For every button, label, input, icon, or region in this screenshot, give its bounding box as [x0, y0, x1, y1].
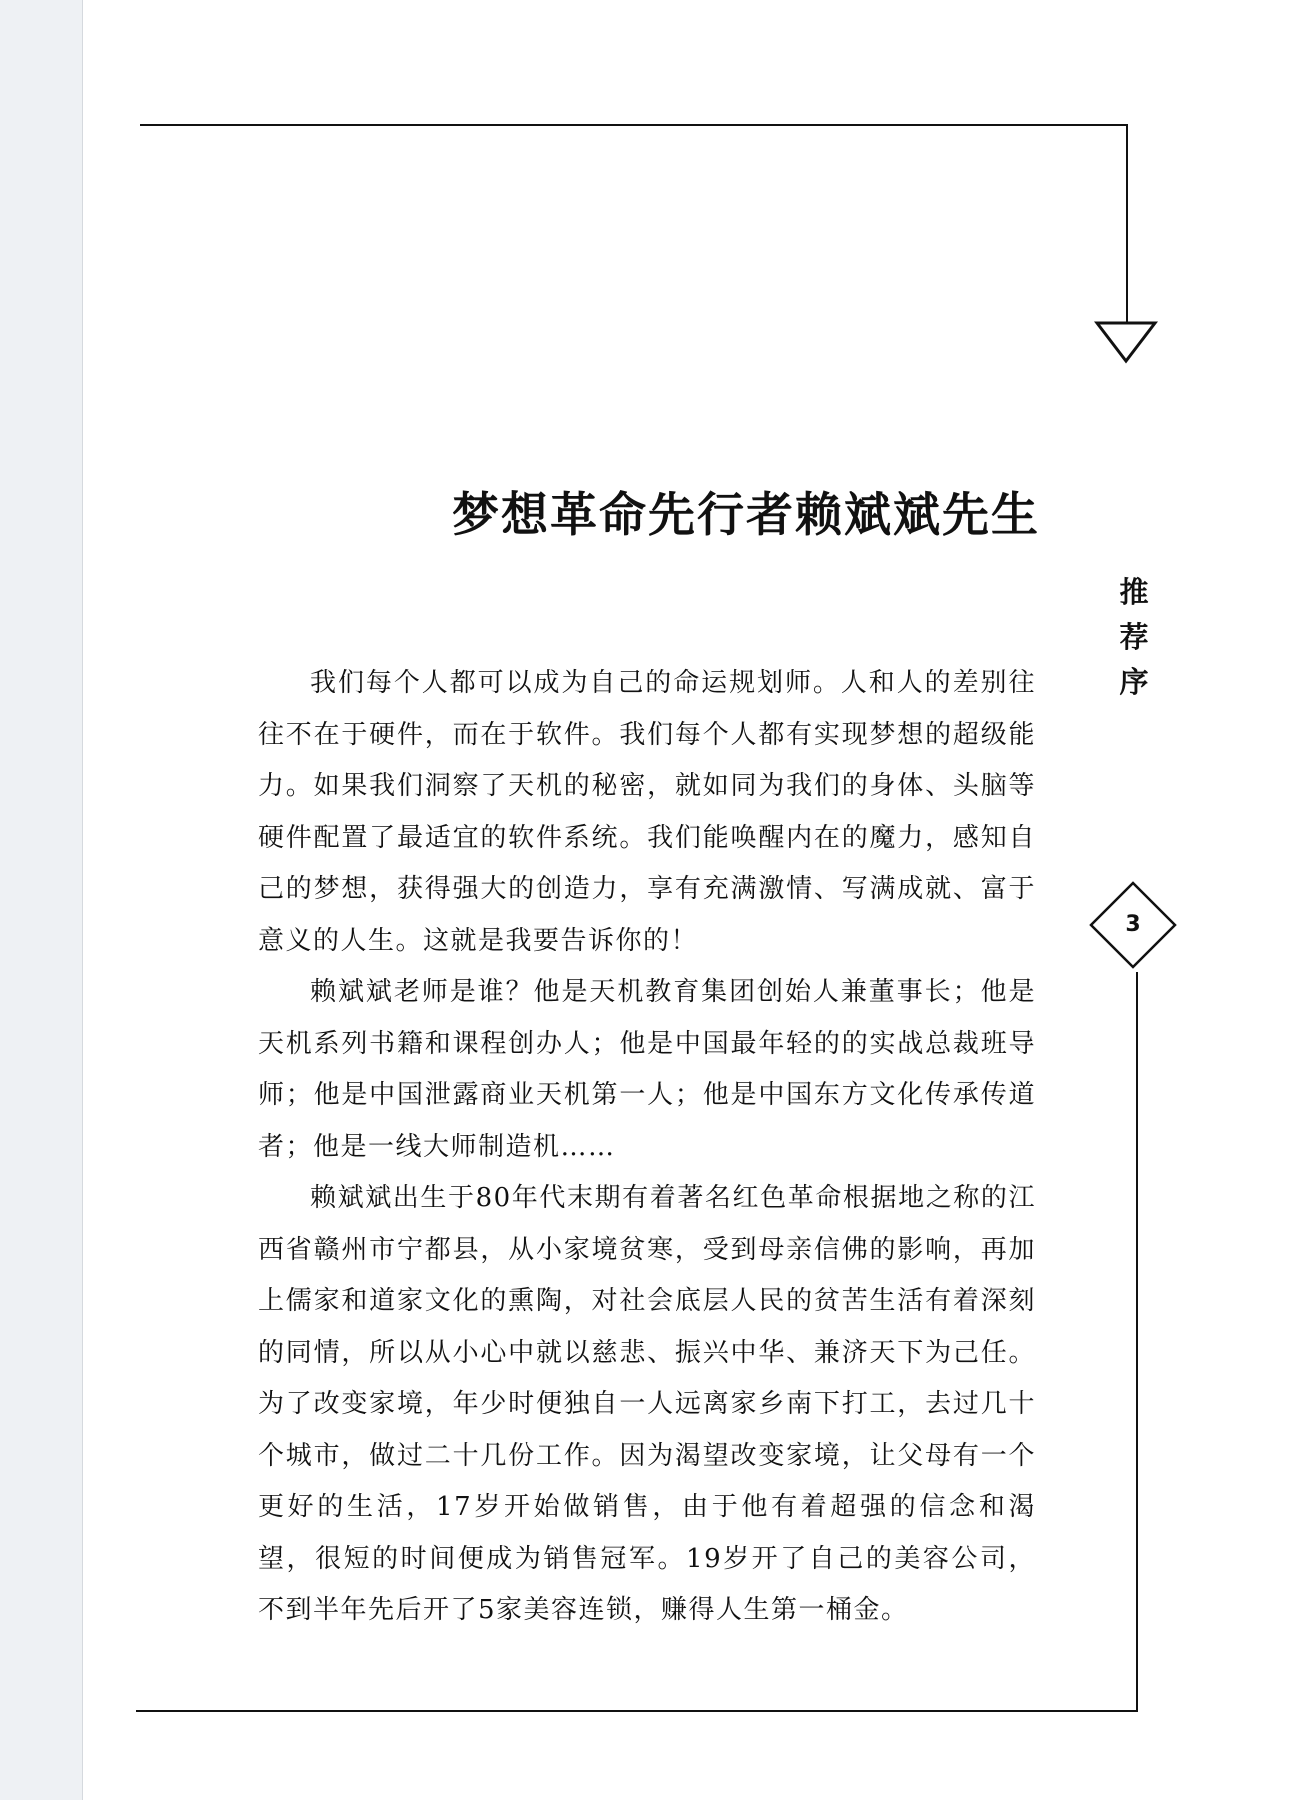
recommendation-body — [258, 658, 1036, 1637]
bottom-border-rule — [136, 1710, 1138, 1712]
body-paragraph: 赖斌斌老师是谁？他是天机教育集团创始人兼董事长；他是天机系列书籍和课程创办人；他是中国最年轻的的实战总裁班导师；他是中国泄露商业天机第一人；他是中国东方文化传承传道者；他是一线大师制造机…… — [258, 977, 1036, 1162]
page-number: 3 — [1125, 912, 1141, 937]
body-paragraph: 赖斌斌出生于80年代末期有着著名红色革命根据地之称的江西省赣州市宁都县，从小家境贫寒，受到母亲信佛的影响，再加上儒家和道家文化的熏陶，对社会底层人民的贫苦生活有着深刻的同情，所以从小心中就以慈悲、振兴中华、兼济天下为己任。为了改变家境，年少时便独自一人远离家乡南下打工，去过几十个城市，做过二十几份工作。因为渴望改变家境，让父母有一个更好的生活，17岁开始做销售，由于他有着超强的信念和渴望，很短的时间便成为销售冠军。19岁开了自己的美容公司，不到半年先后开了5家美容连锁，赚得人生第一桶金。 — [258, 1183, 1036, 1625]
downward-triangle-icon — [1094, 320, 1158, 364]
side-label-char: 序 — [1119, 665, 1149, 699]
body-paragraph: 我们每个人都可以成为自己的命运规划师。人和人的差别往往不在于硬件，而在于软件。我们每个人都有实现梦想的超级能力。如果我们洞察了天机的秘密，就如同为我们的身体、头脑等硬件配置了最适宜的软件系统。我们能唤醒内在的魔力，感知自己的梦想，获得强大的创造力，享有充满激情、写满成就、富于意义的人生。这就是我要告诉你的！ — [258, 668, 1036, 956]
right-border-rule-upper — [1126, 124, 1128, 324]
side-label-char: 推 — [1119, 575, 1149, 609]
page-gutter — [0, 0, 83, 1800]
chapter-title: 梦想革命先行者赖斌斌先生 — [452, 488, 1040, 543]
top-border-rule — [140, 124, 1128, 126]
side-label-char: 荐 — [1119, 620, 1149, 654]
right-border-rule-lower — [1136, 972, 1138, 1712]
section-side-label — [1116, 570, 1152, 705]
